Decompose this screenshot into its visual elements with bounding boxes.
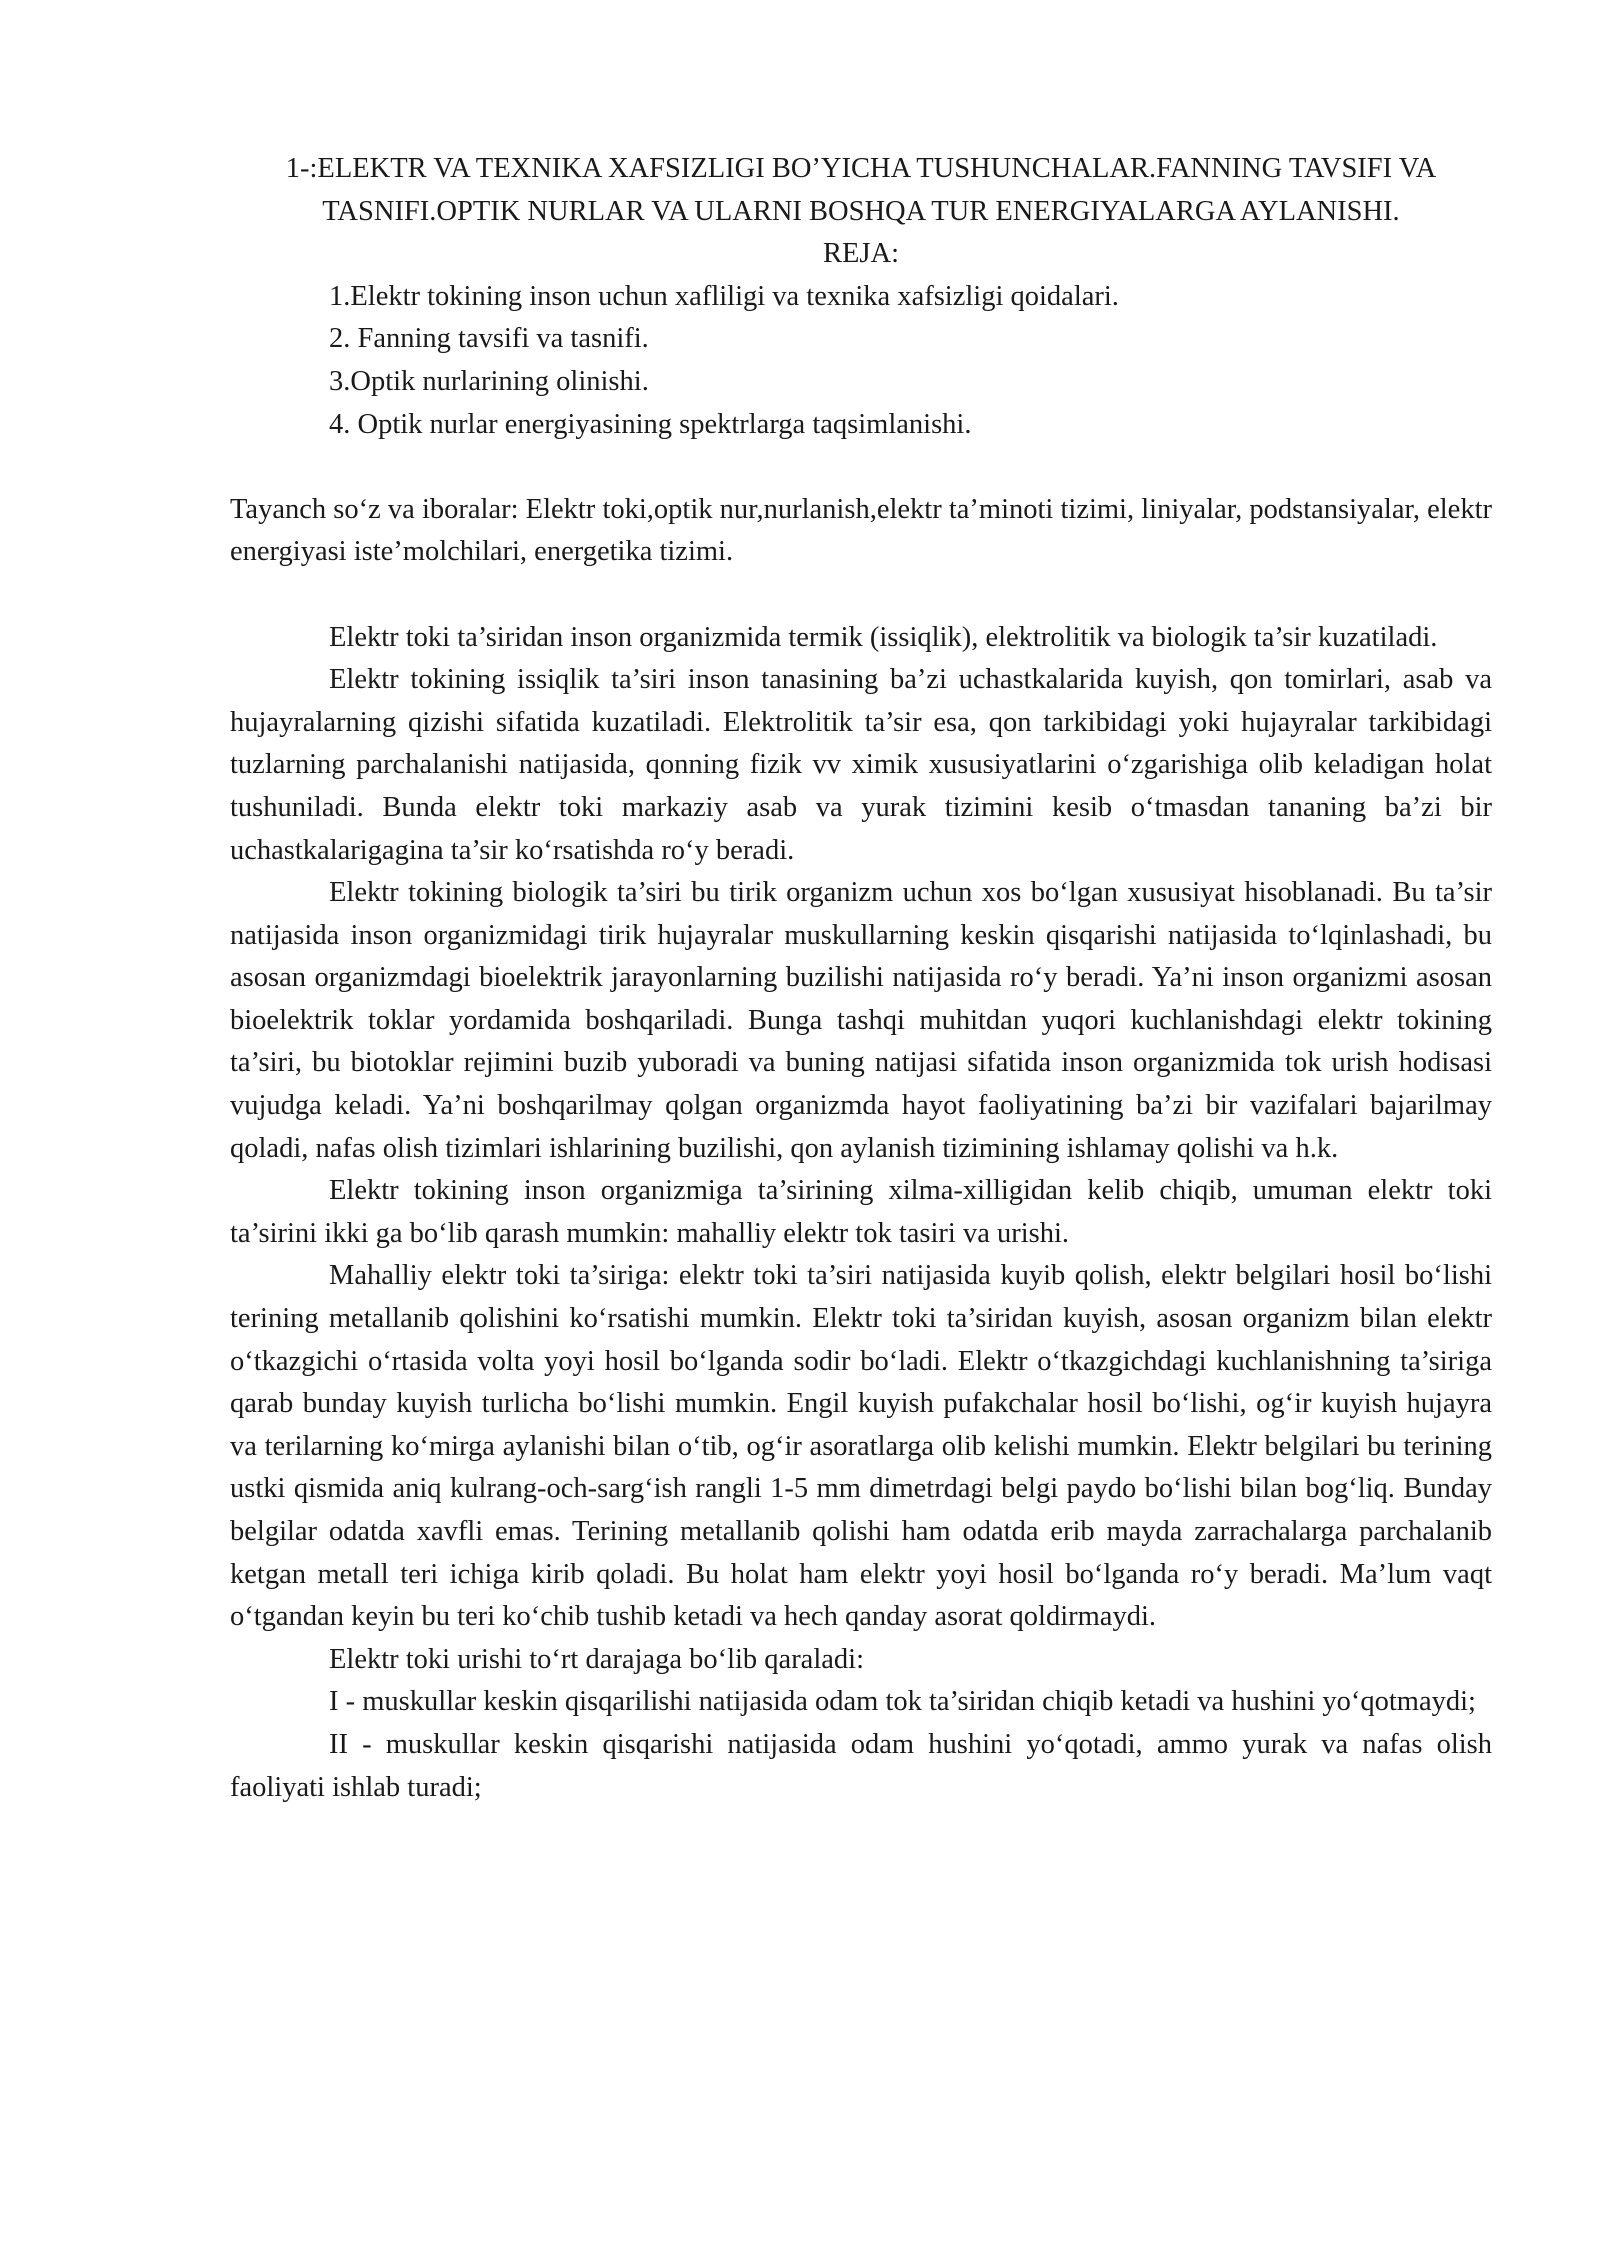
body-paragraph: Elektr tokining issiqlik ta’siri inson tanasining ba’zi uchastkalarida kuyish, qon tomirlari, asab va hujayralarning qizishi sifatida kuzatiladi. Elektrolitik ta’sir esa, qon tarkibidagi yoki hujayralar tarkibidagi tuzlarning parchalanishi natijasida, qonning fizik vv ximik xususiyatlarini o‘zgarishiga olib keladigan holat tushuniladi. Bunda elektr toki markaziy asab va yurak tizimini kesib o‘tmasdan tananing ba’zi bir uchastkalarigagina ta’sir ko‘rsatishda ro‘y beradi. xyxy=(230,664,1492,866)
body-paragraph: II - muskullar keskin qisqarishi natijasida odam hushini yo‘qotadi, ammo yurak va nafas olish faoliyati ishlab turadi; xyxy=(230,1728,1492,1803)
body-paragraph: Mahalliy elektr toki ta’siriga: elektr toki ta’siri natijasida kuyib qolish, elektr belgilari hosil bo‘lishi terining metallanib qolishini ko‘rsatishi mumkin. Elektr toki ta’siridan kuyish, asosan organizm bilan elektr o‘tkazgichi o‘rtasida volta yoyi hosil bo‘lganda sodir bo‘ladi. Elektr o‘tkazgichdagi kuchlanishning ta’siriga qarab bunday kuyish turlicha bo‘lishi mumkin. Engil kuyish pufakchalar hosil bo‘lishi, og‘ir kuyish hujayra va terilarning ko‘mirga aylanishi bilan o‘tib, og‘ir asoratlarga olib kelishi mumkin. Elektr belgilari bu terining ustki qismida aniq kulrang-och-sarg‘ish rangli 1-5 mm dimetrdagi belgi paydo bo‘lishi bilan bog‘liq. Bunday belgilar odatda xavfli emas. Terining metallanib qolishi ham odatda erib mayda zarrachalarga parchalanib ketgan metall teri ichiga kirib qoladi. Bu holat ham elektr yoyi hosil bo‘lganda ro‘y beradi. Ma’lum vaqt o‘tgandan keyin bu teri ko‘chib tushib ketadi va hech qanday asorat qoldirmaydi. xyxy=(230,1260,1492,1633)
body-paragraph: Elektr toki urishi to‘rt darajaga bo‘lib qaraladi: xyxy=(329,1643,864,1675)
keywords-paragraph: Tayanch so‘z va iboralar: Elektr toki,optik nur,nurlanish,elektr ta’minoti tizimi, liniyalar, podstansiyalar, elektr energiyasi iste’molchilari, energetika tizimi. xyxy=(230,493,1492,568)
plan-heading: REJA: xyxy=(822,238,899,270)
document-title: 1-:ELEKTR VA TEXNIKA XAFSIZLIGI BO’YICHA TUSHUNCHALAR.FANNING TAVSIFI VA TASNIFI.OPTIK NURLAR VA ULARNI BOSHQA TUR ENERGIYALARGA AYLANISHI. xyxy=(285,153,1437,227)
document-page xyxy=(230,148,1492,1809)
body-paragraph: Elektr tokining biologik ta’siri bu tirik organizm uchun xos bo‘lgan xususiyat hisoblanadi. Bu ta’sir natijasida inson organizmidagi tirik hujayralar muskullarning keskin qisqarishi natijasida to‘lqinlashadi, bu asosan organizmdagi bioelektrik jarayonlarning buzilishi natijasida ro‘y beradi. Ya’ni inson organizmi asosan bioelektrik toklar yordamida boshqariladi. Bunga tashqi muhitdan yuqori kuchlanishdagi elektr tokining ta’siri, bu biotoklar rejimini buzib yuboradi va buning natijasi sifatida inson organizmida tok urish hodisasi vujudga keladi. Ya’ni boshqarilmay qolgan organizmda hayot faoliyatining ba’zi bir vazifalari bajarilmay qoladi, nafas olish tizimlari ishlarining buzilishi, qon aylanish tizimining ishlamay qolishi va h.k. xyxy=(230,877,1492,1164)
plan-item: 3.Optik nurlarining olinishi. xyxy=(329,365,649,397)
body-text xyxy=(230,617,1492,1810)
plan-item: 1.Elektr tokining inson uchun xafliligi va texnika xafsizligi qoidalari. xyxy=(329,280,1119,312)
body-paragraph: Elektr tokining inson organizmiga ta’sirining xilma-xilligidan kelib chiqib, umuman elektr toki ta’sirini ikki ga bo‘lib qarash mumkin: mahalliy elektr tok tasiri va urishi. xyxy=(230,1175,1492,1249)
plan-item: 4. Optik nurlar energiyasining spektrlarga taqsimlanishi. xyxy=(329,408,972,440)
body-paragraph: Elektr toki ta’siridan inson organizmida termik (issiqlik), elektrolitik va biologik ta’sir kuzatiladi. xyxy=(329,621,1438,653)
plan-list xyxy=(230,276,1492,446)
body-paragraph: I - muskullar keskin qisqarilishi natijasida odam tok ta’siridan chiqib ketadi va hushini yo‘qotmaydi; xyxy=(329,1686,1476,1718)
plan-item: 2. Fanning tavsifi va tasnifi. xyxy=(329,323,649,355)
